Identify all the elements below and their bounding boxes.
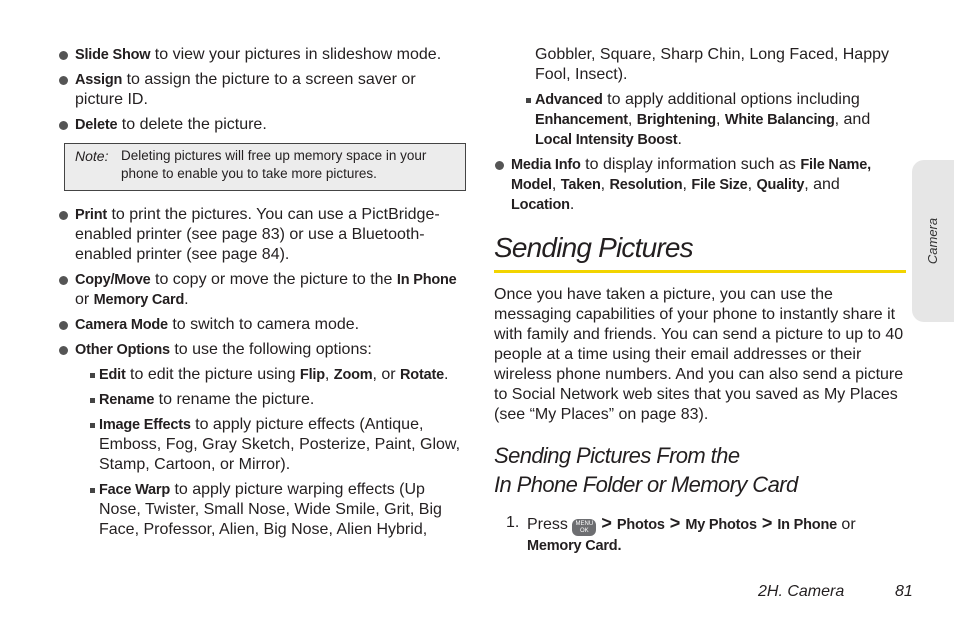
page-number: 81	[895, 583, 913, 600]
list-item: Delete to delete the picture.	[58, 115, 466, 135]
step-text: Press	[527, 516, 573, 533]
step-number: 1.	[506, 514, 520, 531]
path-separator: >	[596, 513, 617, 533]
path-memory-card: Memory Card.	[527, 538, 622, 554]
section-heading: Sending Pictures	[494, 231, 906, 273]
sub-list-item: Face Warp to apply picture warping effects (Up Nose, Twister, Small Nose, Wide Smile, Grit, Big Face, Professor, Alien, Big Nose, Alien Hybrid,	[58, 480, 466, 540]
sub-list-item: Edit to edit the picture using Flip, Zoom, or Rotate.	[58, 365, 466, 385]
chapter-side-tab	[912, 160, 954, 322]
note-box	[64, 143, 466, 191]
path-separator: >	[664, 513, 686, 533]
list-item: Assign to assign the picture to a screen saver or picture ID.	[58, 70, 466, 110]
ok-icon-label: OK	[580, 528, 589, 534]
footer-section: 2H. Camera	[758, 583, 845, 600]
path-photos: Photos	[616, 517, 665, 533]
menu-ok-key-icon	[572, 519, 596, 536]
step-text: or	[836, 516, 856, 533]
list-item: Media Info to display information such as File Name, Model, Taken, Resolution, File Size, Quality, and Location.	[494, 155, 906, 215]
list-item: Print to print the pictures. You can use a PictBridge-enabled printer (see page 83) or use a Bluetooth-enabled printer (see page 84).	[58, 205, 466, 265]
step-1	[494, 513, 906, 556]
path-in-phone: In Phone	[777, 517, 837, 533]
note-label: Note:	[75, 148, 109, 164]
menu-icon-label: MENU	[575, 521, 594, 527]
sub-list-item: Advanced to apply additional options including Enhancement, Brightening, White Balancing, and Local Intensity Boost.	[494, 90, 906, 150]
body-paragraph: Once you have taken a picture, you can use the messaging capabilities of your phone to instantly share it with family and friends. You can send a picture to up to 40 people at a time using their email addresses or their wireless phone numbers. And you can also send a picture to Social Network web sites that you saved as My Places (see “My Places” on page 83).	[494, 286, 904, 423]
path-separator: >	[756, 513, 778, 533]
list-item: Camera Mode to switch to camera mode.	[58, 315, 466, 335]
subsection-heading	[494, 441, 906, 499]
sub-list-item: Rename to rename the picture.	[58, 390, 466, 410]
list-item: Slide Show to view your pictures in slideshow mode.	[58, 45, 466, 65]
sub-list-item-continued: Gobbler, Square, Sharp Chin, Long Faced, Happy Fool, Insect).	[535, 46, 889, 83]
path-my-photos: My Photos	[685, 517, 757, 533]
chapter-tab-label: Camera	[925, 217, 940, 265]
subsection-heading-line: Sending Pictures From the	[494, 443, 740, 468]
left-column	[58, 45, 466, 545]
sub-list-item: Image Effects to apply picture effects (Antique, Emboss, Fog, Gray Sketch, Posterize, Paint, Glow, Stamp, Cartoon, or Mirror).	[58, 415, 466, 475]
subsection-heading-line: In Phone Folder or Memory Card	[494, 472, 798, 497]
note-text: Deleting pictures will free up memory space in your phone to enable you to take more pictures.	[121, 148, 427, 181]
list-item: Copy/Move to copy or move the picture to the In Phone or Memory Card.	[58, 270, 466, 310]
list-item: Other Options to use the following options:	[58, 340, 466, 360]
right-column	[494, 45, 906, 556]
